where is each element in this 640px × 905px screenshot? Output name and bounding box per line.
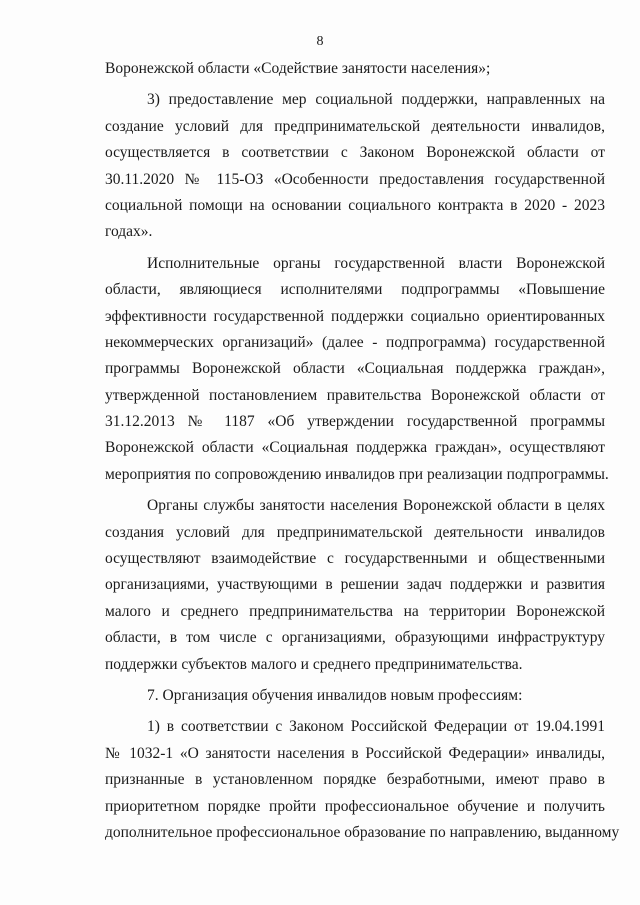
text-line: Органы службы занятости населения Воронежской области в целях <box>147 497 605 515</box>
text-line: создания условий для предпринимательской деятельности инвалидов <box>105 523 605 541</box>
text-line: осуществляется в соответствии с Законом Воронежской области от <box>105 144 605 162</box>
text-line: 3) предоставление мер социальной поддержки, направленных на <box>147 91 605 109</box>
text-line: 30.11.2020 № 115-ОЗ «Особенности предоставления государственной <box>105 170 605 188</box>
paragraph-item-1 <box>105 714 620 846</box>
document-body <box>105 56 620 846</box>
text-line: Исполнительные органы государственной власти Воронежской <box>147 254 605 272</box>
text-line: некоммерческих организаций» (далее - подпрограмма) государственной <box>105 333 605 351</box>
paragraph-employment-service <box>105 493 605 678</box>
text-line: признанные в установленном порядке безработными, имеют право в <box>105 771 605 789</box>
paragraph-item-3 <box>105 87 605 245</box>
text-line: Воронежской области «Социальная поддержка граждан», осуществляют <box>105 439 605 457</box>
text-line: 7. Организация обучения инвалидов новым профессиям: <box>147 686 523 704</box>
text-line: 1) в соответствии с Законом Российской Федерации от 19.04.1991 <box>147 718 605 736</box>
text-line: организациями, участвующими в решении задач поддержки и развития <box>105 576 605 594</box>
text-line: области, в том числе с организациями, образующими инфраструктуру <box>105 629 605 647</box>
text-line: осуществляют взаимодействие с государственными и общественными <box>105 550 605 568</box>
text-line: области, являющиеся исполнителями подпрограммы «Повышение <box>105 281 605 299</box>
text-line: программы Воронежской области «Социальная поддержка граждан», <box>105 360 605 378</box>
text-line: утвержденной постановлением правительства Воронежской области от <box>105 386 605 404</box>
text-line: приоритетном порядке пройти профессиональное обучение и получить <box>105 797 605 815</box>
text-line: № 1032-1 «О занятости населения в Российской Федерации» инвалиды, <box>105 744 605 762</box>
text-line: 31.12.2013 № 1187 «Об утверждении государственной программы <box>105 413 605 431</box>
text-line: дополнительное профессиональное образование по направлению, выданному <box>105 823 620 841</box>
text-line: эффективности государственной поддержки социально ориентированных <box>105 307 605 325</box>
text-line: поддержки субъектов малого и среднего предпринимательства. <box>105 655 523 673</box>
text-line: социальной помощи на основании социального контракта в 2020 - 2023 <box>105 196 605 214</box>
text-line: создание условий для предпринимательской деятельности инвалидов, <box>105 117 605 135</box>
text-line: мероприятия по сопровождению инвалидов при реализации подпрограммы. <box>105 465 609 483</box>
text-line: Воронежской области «Содействие занятости населения»; <box>105 60 491 77</box>
section-heading-7 <box>105 683 605 709</box>
paragraph-executive-bodies <box>105 251 609 489</box>
page-number: 8 <box>316 34 324 49</box>
text-line: малого и среднего предпринимательства на территории Воронежской <box>105 602 605 620</box>
paragraph-continuation <box>105 56 605 82</box>
text-line: годах». <box>105 223 153 241</box>
